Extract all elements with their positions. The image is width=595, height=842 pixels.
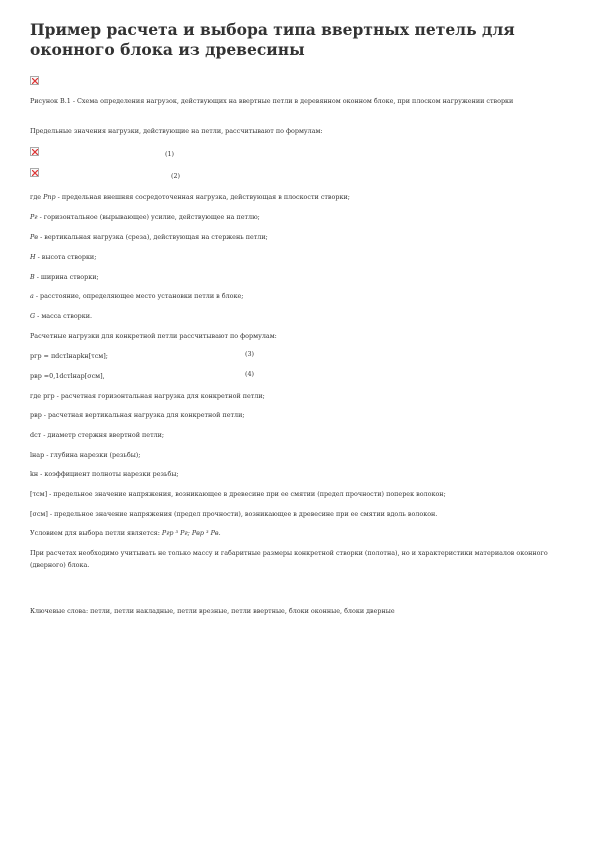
definition-text: - горизонтальное (вырывающее) усилие, действующее на петлю; <box>37 213 260 221</box>
definition-item: lнар - глубина нарезки (резьбы); <box>30 451 141 459</box>
calc-intro: Расчетные нагрузки для конкретной петли рассчитывают по формулам: <box>30 332 277 340</box>
symbol: G <box>30 312 36 320</box>
selection-condition <box>30 527 575 539</box>
definition-item: dст - диаметр стержня ввертной петли; <box>30 431 165 439</box>
definition-item <box>30 251 575 263</box>
symbol: a <box>30 292 34 300</box>
condition-prefix: Условием для выбора петли является: <box>30 529 162 537</box>
symbol: Pв <box>30 233 39 241</box>
symbol: Pг <box>30 213 38 221</box>
definition-item: где Pпр - предельная внешняя сосредоточенная нагрузка, действующая в плоскости створки; <box>30 193 350 201</box>
symbol: H <box>30 253 36 261</box>
definition-item <box>30 231 575 243</box>
definition-item: [σсм] - предельное значение напряжения (предел прочности), возникающее в древесине при ее смятии вдоль волокон. <box>30 510 438 518</box>
equation-number-4: (4) <box>245 370 255 378</box>
formula-intro: Предельные значения нагрузки, действующие на петли, рассчитывают по формулам: <box>30 127 323 135</box>
equation-number-1: (1) <box>165 150 175 158</box>
definition-text: - ширина створки; <box>34 273 99 281</box>
definition-text: - предельная внешняя сосредоточенная нагрузка, действующая в плоскости створки; <box>55 193 350 201</box>
formula-4: pвр =0,1dстlнар[σсм], <box>30 372 105 380</box>
broken-image-icon <box>30 168 39 177</box>
definition-text: - высота створки; <box>35 253 97 261</box>
condition-formula: Pгр ³ Pг; Pвр ³ Pв. <box>161 529 221 537</box>
symbol: Pпр <box>43 193 56 201</box>
definition-item: pвр - расчетная вертикальная нагрузка для конкретной петли; <box>30 411 245 419</box>
equation-number-2: (2) <box>171 172 181 180</box>
broken-image-icon <box>30 147 39 156</box>
page-title: Пример расчета и выбора типа ввертных петель для оконного блока из древесины <box>30 20 515 59</box>
definition-text: - масса створки. <box>35 312 93 320</box>
definition-item <box>30 290 575 302</box>
definition-item <box>30 271 575 283</box>
definition-item <box>30 211 575 223</box>
symbol: B <box>30 273 35 281</box>
broken-image-icon <box>30 76 39 85</box>
definition-item: где pгр - расчетная горизонтальная нагрузка для конкретной петли; <box>30 392 265 400</box>
keywords: Ключевые слова: петли, петли накладные, петли врезные, петли ввертные, блоки оконные, блоки дверные <box>30 607 395 615</box>
definition-text: - вертикальная нагрузка (среза), действующая на стержень петли; <box>38 233 268 241</box>
definition-text: - расстояние, определяющее место установки петли в блоке; <box>33 292 244 300</box>
note-paragraph: При расчетах необходимо учитывать не только массу и габаритные размеры конкретной створки (полотна), но и характеристики материалов оконного (дверного) блока. <box>30 549 548 569</box>
figure-caption: Рисунок В.1 - Схема определения нагрузок, действующих на ввертные петли в деревянном оконном блоке, при плоском нагружении створки <box>30 97 514 105</box>
definition-item: kн - коэффициент полноты нарезки резьбы; <box>30 470 179 478</box>
formula-3: pгр = πdстlнарkн[τсм]; <box>30 352 108 360</box>
equation-number-3: (3) <box>245 350 255 358</box>
definition-item <box>30 310 575 322</box>
definition-item: [τсм] - предельное значение напряжения, возникающее в древесине при ее смятии (предел прочности) поперек волокон; <box>30 490 446 498</box>
